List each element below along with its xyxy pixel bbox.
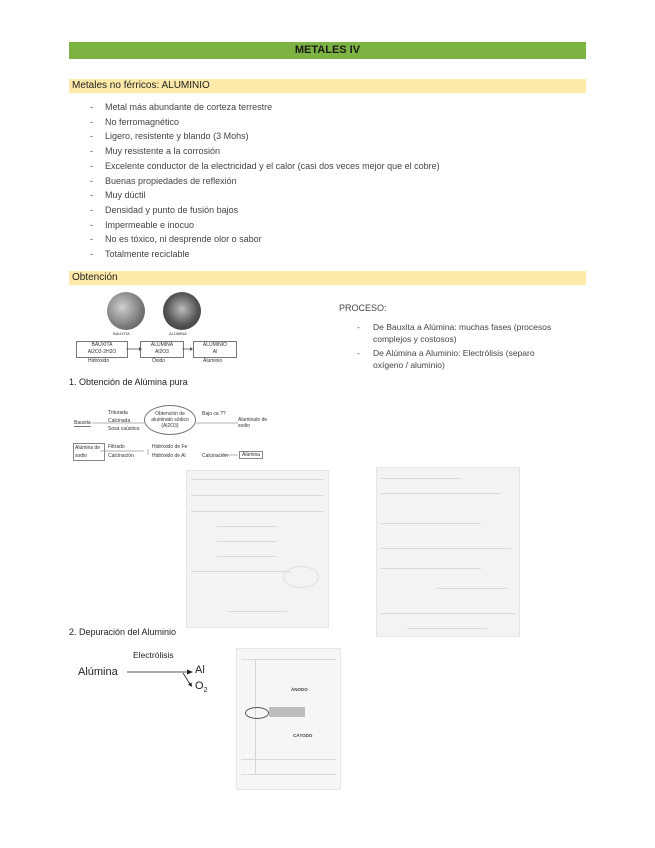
property-item: - Totalmente reciclable (90, 247, 550, 262)
faint-diagram-right (376, 467, 520, 637)
property-item: - Impermeable e inocuo (90, 218, 550, 233)
alumina-photo (163, 292, 201, 330)
property-item: - Metal más abundante de corteza terrestre (90, 100, 550, 115)
anode-label: ÁNODO (291, 687, 308, 692)
property-item: - Excelente conductor de la electricidad y el calor (casi dos veces mejor que el cobre) (90, 159, 550, 174)
diagram-row2-label: Filtrado (108, 444, 125, 450)
faint-diagram-left (186, 470, 329, 628)
bullet-dash: - (90, 146, 93, 157)
diagram-aluminato: Aluminato de sodio (238, 417, 268, 429)
diagram-alumina: Alúmina (239, 451, 263, 459)
diagram-bajo: Bajo ca ?? (202, 411, 226, 417)
bauxite-photo (107, 292, 145, 330)
property-item: - No es tóxico, ni desprende olor o sabor (90, 232, 550, 247)
diagram-row2-mid: Hidróxido de Al (152, 453, 186, 459)
diagram-label: Triturada (108, 410, 128, 416)
bullet-dash: - (90, 175, 93, 186)
page-title: METALES IV (69, 42, 586, 59)
property-item: - Muy dúctil (90, 188, 550, 203)
cathode-label: CÁTODO (293, 733, 313, 738)
diagram-center-node: Obtención de aluminato sódico (Al2O3) (144, 405, 196, 435)
flow-label-oxido: Óxido (152, 358, 166, 364)
reaction-reactant: Alúmina (78, 666, 118, 678)
flow-box-alumina: ALÚMINA Al2O3 (140, 341, 184, 358)
photo-caption-alumina: ALÚMINA (169, 331, 187, 336)
reaction-arrows (127, 662, 197, 690)
flow-label-hidroxido: Hidróxido (88, 358, 110, 364)
electrolysis-cell-figure (236, 648, 341, 790)
diagram-row2-right: Calcinación (202, 453, 228, 459)
section-heading-aluminio: Metales no férricos: ALUMINIO (69, 79, 586, 93)
diagram-label: Calcinada (108, 418, 131, 424)
process-title: PROCESO: (339, 303, 387, 313)
property-item: - Muy resistente a la corrosión (90, 144, 550, 159)
process-list (355, 322, 555, 374)
bullet-dash: - (90, 249, 93, 260)
property-item: - No ferromagnético (90, 115, 550, 130)
bullet-dash: - (90, 131, 93, 142)
bullet-dash: - (90, 190, 93, 201)
flow-label-aluminio: Aluminio (203, 358, 223, 364)
flow-box-bauxita: BAUXITA Al2O3·2H2O (76, 341, 128, 358)
bullet-dash: - (90, 204, 93, 215)
section-heading-obtencion: Obtención (69, 271, 586, 285)
diagram-bauxita: Bauxita (74, 420, 91, 426)
flow-arrows (126, 345, 196, 353)
diagram-alumina-sodio: Alúmina de sodio (73, 443, 105, 461)
bullet-dash: - (90, 102, 93, 112)
photo-caption-bauxita: BAUXITA (113, 331, 130, 336)
bullet-dash: - (90, 219, 93, 230)
bullet-dash: - (90, 160, 93, 171)
bullet-dash: - (90, 116, 93, 127)
bullet-dash: - (90, 234, 93, 245)
property-item: - Buenas propiedades de reflexión (90, 174, 550, 189)
electrolysis-reaction (75, 648, 215, 698)
diagram-row2-label: Calcinación (108, 453, 134, 459)
flow-box-aluminio: ALUMINIO Al (193, 341, 237, 358)
property-item: - Densidad y punto de fusión bajos (90, 203, 550, 218)
diagram-label: Sosa caústica (108, 426, 140, 432)
diagram-row2-mid: Hidróxido de Fe (152, 444, 188, 450)
step2-heading: 2. Depuración del Aluminio (69, 627, 177, 637)
process-item: - De Bauxita a Alúmina: muchas fases (procesos complejos y costosos) (355, 322, 555, 345)
reaction-process-label: Electrólisis (133, 650, 174, 660)
step1-heading: 1. Obtención de Alúmina pura (69, 377, 188, 387)
property-item: - Ligero, resistente y blando (3 Mohs) (90, 129, 550, 144)
reaction-product-al: Al (195, 664, 205, 676)
reaction-product-o2: $O_2$ (195, 680, 208, 695)
alumina-process-diagram (72, 405, 272, 465)
process-item: - De Alúmina a Aluminio: Electrólisis (separo oxígeno / aluminio) (355, 348, 555, 371)
properties-list (90, 100, 550, 262)
